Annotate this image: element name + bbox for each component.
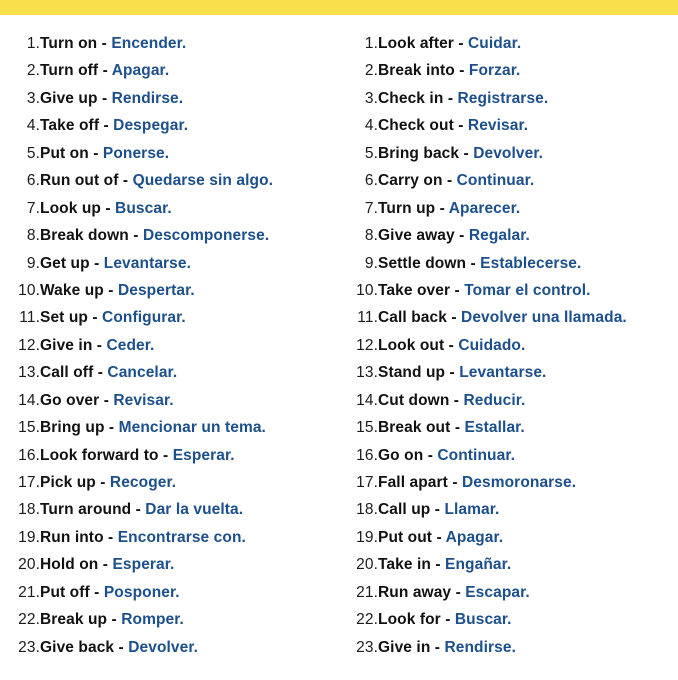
list-item (18, 442, 273, 469)
spanish-translation: Escapar. (465, 583, 530, 601)
separator-dash: - (451, 583, 466, 601)
phrasal-verb: Go on (378, 446, 424, 464)
separator-dash: - (87, 309, 103, 327)
item-number: 9. (26, 254, 40, 272)
list-item (18, 85, 273, 112)
spanish-translation: Reducir. (463, 391, 526, 409)
spanish-translation: Engañar. (445, 556, 512, 574)
separator-dash: - (103, 528, 118, 546)
item-number: 21. (356, 583, 378, 601)
item-number: 19. (356, 528, 378, 546)
item-number: 22. (356, 611, 378, 629)
separator-dash: - (100, 199, 116, 217)
phrasal-verb: Cut down (378, 391, 450, 409)
item-number: 18. (356, 501, 378, 519)
phrasal-verb: Go over (40, 391, 100, 409)
spanish-translation: Devolver una llamada. (461, 309, 627, 327)
list-item (18, 167, 273, 194)
item-number: 5. (364, 144, 378, 162)
separator-dash: - (95, 474, 110, 491)
list-item (356, 634, 627, 661)
list-item (356, 387, 627, 414)
spanish-translation: Mencionar un tema. (118, 419, 266, 437)
item-number: 13. (18, 364, 40, 382)
separator-dash: - (453, 35, 469, 52)
item-number: 21. (18, 583, 40, 601)
phrasal-verb: Give back (40, 638, 115, 656)
item-number: 18. (18, 501, 40, 519)
list-item (18, 579, 273, 606)
spanish-translation: Recoger. (109, 474, 177, 491)
phrasal-verb: Look for (378, 611, 441, 629)
list-item (18, 277, 273, 304)
list-item (356, 277, 627, 304)
list-item (18, 304, 273, 331)
spanish-translation: Ponerse. (102, 144, 170, 162)
separator-dash: - (449, 391, 464, 409)
list-item (18, 250, 273, 277)
spanish-translation: Romper. (121, 611, 184, 629)
separator-dash: - (89, 583, 104, 601)
list-item (18, 195, 273, 222)
spanish-translation: Registrarse. (457, 89, 549, 107)
phrasal-verb: Take off (40, 117, 100, 135)
separator-dash: - (128, 227, 143, 245)
item-number: 2. (364, 62, 378, 80)
phrasal-verb: Fall apart (378, 474, 448, 491)
separator-dash: - (446, 309, 462, 327)
item-number: 14. (18, 391, 40, 409)
list-item (18, 112, 273, 139)
item-number: 6. (26, 172, 40, 190)
spanish-translation: Cancelar. (107, 364, 178, 382)
separator-dash: - (442, 172, 457, 190)
list-item (18, 30, 273, 57)
spanish-translation: Descomponerse. (142, 227, 270, 245)
separator-dash: - (93, 364, 108, 382)
phrasal-verb: Break out (378, 419, 451, 437)
item-number: 7. (364, 199, 378, 217)
phrasal-verb: Look after (378, 35, 454, 52)
spanish-translation: Devolver. (473, 144, 544, 162)
phrasal-verb: Call off (40, 364, 94, 382)
list-item (18, 634, 273, 661)
spanish-translation: Despegar. (113, 117, 189, 135)
spanish-translation: Devolver. (128, 638, 199, 656)
separator-dash: - (97, 35, 112, 52)
phrasal-verb: Look up (40, 199, 101, 217)
item-number: 20. (356, 556, 378, 574)
phrasal-verb: Settle down (378, 254, 467, 272)
separator-dash: - (440, 611, 455, 629)
phrasal-verbs-list-left (18, 30, 273, 661)
separator-dash: - (435, 199, 449, 217)
spanish-translation: Apagar. (111, 62, 170, 80)
list-item (18, 222, 273, 249)
list-item (356, 30, 627, 57)
phrasal-verb: Give in (378, 638, 431, 656)
spanish-translation: Posponer. (103, 583, 180, 601)
separator-dash: - (430, 556, 446, 574)
spanish-translation: Levantarse. (103, 254, 192, 272)
separator-dash: - (444, 336, 459, 354)
separator-dash: - (92, 336, 107, 354)
separator-dash: - (98, 556, 113, 574)
spanish-translation: Revisar. (113, 391, 174, 409)
item-number: 10. (356, 281, 378, 299)
item-number: 22. (18, 611, 40, 629)
separator-dash: - (430, 638, 445, 656)
spanish-translation: Revisar. (467, 117, 529, 135)
spanish-translation: Llamar. (444, 501, 500, 519)
list-item (18, 359, 273, 386)
spanish-translation: Regalar. (468, 227, 530, 245)
item-number: 7. (26, 199, 40, 217)
list-item (356, 140, 627, 167)
spanish-translation: Forzar. (468, 62, 521, 80)
item-number: 15. (356, 419, 378, 437)
item-number: 13. (356, 364, 378, 382)
separator-dash: - (453, 117, 468, 135)
phrasal-verb: Put out (378, 528, 433, 546)
spanish-translation: Rendirse. (444, 638, 517, 656)
item-number: 23. (356, 638, 378, 656)
phrasal-verb: Check out (378, 117, 454, 135)
spanish-translation: Encontrarse con. (117, 528, 246, 546)
item-number: 1. (364, 35, 378, 52)
item-number: 20. (18, 556, 40, 574)
item-number: 10. (18, 281, 40, 299)
item-number: 8. (364, 227, 378, 245)
list-item (18, 524, 273, 551)
separator-dash: - (107, 611, 122, 629)
spanish-translation: Dar la vuelta. (145, 501, 244, 519)
phrasal-verb: Break into (378, 62, 455, 80)
phrasal-verb: Turn on (40, 35, 98, 52)
phrasal-verb: Get up (40, 254, 90, 272)
list-item (356, 359, 627, 386)
spanish-translation: Despertar. (117, 281, 195, 299)
list-item (18, 140, 273, 167)
phrasal-verb: Look out (378, 336, 445, 354)
separator-dash: - (450, 419, 465, 437)
phrasal-verb: Call back (378, 309, 447, 327)
list-item (356, 469, 627, 496)
spanish-translation: Continuar. (437, 446, 515, 464)
phrasal-verb: Carry on (378, 172, 443, 190)
phrasal-verb: Check in (378, 89, 444, 107)
phrasal-verb: Run out of (40, 172, 119, 190)
item-number: 2. (26, 62, 40, 80)
separator-dash: - (454, 62, 469, 80)
list-item (356, 332, 627, 359)
item-number: 8. (26, 227, 40, 245)
separator-dash: - (104, 419, 119, 437)
item-number: 16. (18, 446, 40, 464)
list-item (356, 524, 627, 551)
phrasal-verb: Put on (40, 144, 89, 162)
separator-dash: - (423, 446, 438, 464)
phrasal-verb: Hold on (40, 556, 99, 574)
phrasal-verb: Take in (378, 556, 431, 574)
phrasal-verb: Call up (378, 501, 431, 519)
item-number: 12. (18, 336, 40, 354)
phrasal-verb: Bring up (40, 419, 105, 437)
item-number: 12. (356, 336, 378, 354)
separator-dash: - (450, 281, 465, 299)
phrasal-verb: Break down (40, 227, 129, 245)
separator-dash: - (466, 254, 481, 272)
spanish-translation: Levantarse. (459, 364, 547, 382)
separator-dash: - (445, 364, 460, 382)
phrasal-verb: Break up (40, 611, 108, 629)
phrasal-verb: Run into (40, 528, 104, 546)
separator-dash: - (99, 117, 114, 135)
list-item (356, 606, 627, 633)
phrasal-verb: Turn around (40, 501, 132, 519)
item-number: 23. (18, 638, 40, 656)
separator-dash: - (89, 254, 104, 272)
list-item (356, 222, 627, 249)
list-item (18, 606, 273, 633)
spanish-translation: Aparecer. (448, 199, 521, 217)
phrasal-verb: Wake up (40, 281, 104, 299)
spanish-translation: Cuidar. (468, 35, 522, 52)
phrasal-verb: Pick up (40, 474, 96, 491)
separator-dash: - (459, 144, 474, 162)
list-item (356, 551, 627, 578)
item-number: 16. (356, 446, 378, 464)
spanish-translation: Quedarse sin algo. (132, 172, 274, 190)
spanish-translation: Ceder. (106, 336, 155, 354)
separator-dash: - (430, 501, 445, 519)
item-number: 11. (19, 309, 40, 327)
list-item (356, 57, 627, 84)
list-item (356, 250, 627, 277)
phrasal-verb: Turn up (378, 199, 436, 217)
item-number: 5. (26, 144, 40, 162)
list-item (356, 579, 627, 606)
spanish-translation: Establecerse. (480, 254, 582, 272)
separator-dash: - (114, 638, 129, 656)
list-item (356, 195, 627, 222)
spanish-translation: Desmoronarse. (462, 474, 577, 491)
separator-dash: - (131, 501, 146, 519)
separator-dash: - (97, 89, 112, 107)
phrasal-verb: Take over (378, 281, 451, 299)
separator-dash: - (103, 281, 118, 299)
phrasal-verb: Put off (40, 583, 90, 601)
phrasal-verb: Run away (378, 583, 452, 601)
separator-dash: - (88, 144, 103, 162)
list-item (356, 304, 627, 331)
phrasal-verb: Look forward to (40, 446, 159, 464)
list-item (356, 112, 627, 139)
item-number: 11. (357, 309, 378, 327)
item-number: 14. (356, 391, 378, 409)
list-item (18, 387, 273, 414)
spanish-translation: Configurar. (102, 309, 186, 327)
phrasal-verb: Give up (40, 89, 98, 107)
spanish-translation: Apagar. (445, 528, 504, 546)
separator-dash: - (447, 474, 462, 491)
separator-dash: - (454, 227, 469, 245)
spanish-translation: Continuar. (456, 172, 535, 190)
item-number: 3. (364, 89, 378, 107)
item-number: 3. (26, 89, 40, 107)
separator-dash: - (118, 172, 133, 190)
spanish-translation: Tomar el control. (464, 281, 591, 299)
phrasal-verb: Give away (378, 227, 455, 245)
phrasal-verb: Stand up (378, 364, 446, 382)
spanish-translation: Estallar. (464, 419, 525, 437)
list-item (18, 551, 273, 578)
spanish-translation: Encender. (111, 35, 187, 52)
separator-dash: - (99, 391, 114, 409)
list-item (18, 332, 273, 359)
list-item (356, 442, 627, 469)
spanish-translation: Rendirse. (111, 89, 184, 107)
item-number: 4. (26, 117, 40, 135)
phrasal-verb: Set up (40, 309, 88, 327)
spanish-translation: Esperar. (172, 446, 235, 464)
item-number: 17. (18, 474, 40, 491)
item-number: 1. (26, 35, 40, 52)
item-number: 9. (364, 254, 378, 272)
item-number: 19. (18, 528, 40, 546)
separator-dash: - (432, 528, 446, 546)
top-color-band (0, 0, 678, 15)
spanish-translation: Buscar. (115, 199, 172, 217)
list-item (18, 57, 273, 84)
item-number: 17. (356, 474, 378, 491)
phrasal-verb: Give in (40, 336, 93, 354)
separator-dash: - (158, 446, 173, 464)
list-item (18, 496, 273, 523)
spanish-translation: Cuidado. (458, 336, 526, 354)
list-item (356, 496, 627, 523)
list-item (18, 469, 273, 496)
separator-dash: - (98, 62, 112, 80)
phrasal-verb: Bring back (378, 144, 460, 162)
item-number: 15. (18, 419, 40, 437)
list-item (356, 414, 627, 441)
separator-dash: - (443, 89, 458, 107)
list-item (18, 414, 273, 441)
list-item (356, 85, 627, 112)
item-number: 6. (364, 172, 378, 190)
list-item (356, 167, 627, 194)
spanish-translation: Esperar. (112, 556, 175, 574)
spanish-translation: Buscar. (454, 611, 512, 629)
phrasal-verbs-list-right (356, 30, 627, 661)
item-number: 4. (364, 117, 378, 135)
phrasal-verb: Turn off (40, 62, 99, 80)
